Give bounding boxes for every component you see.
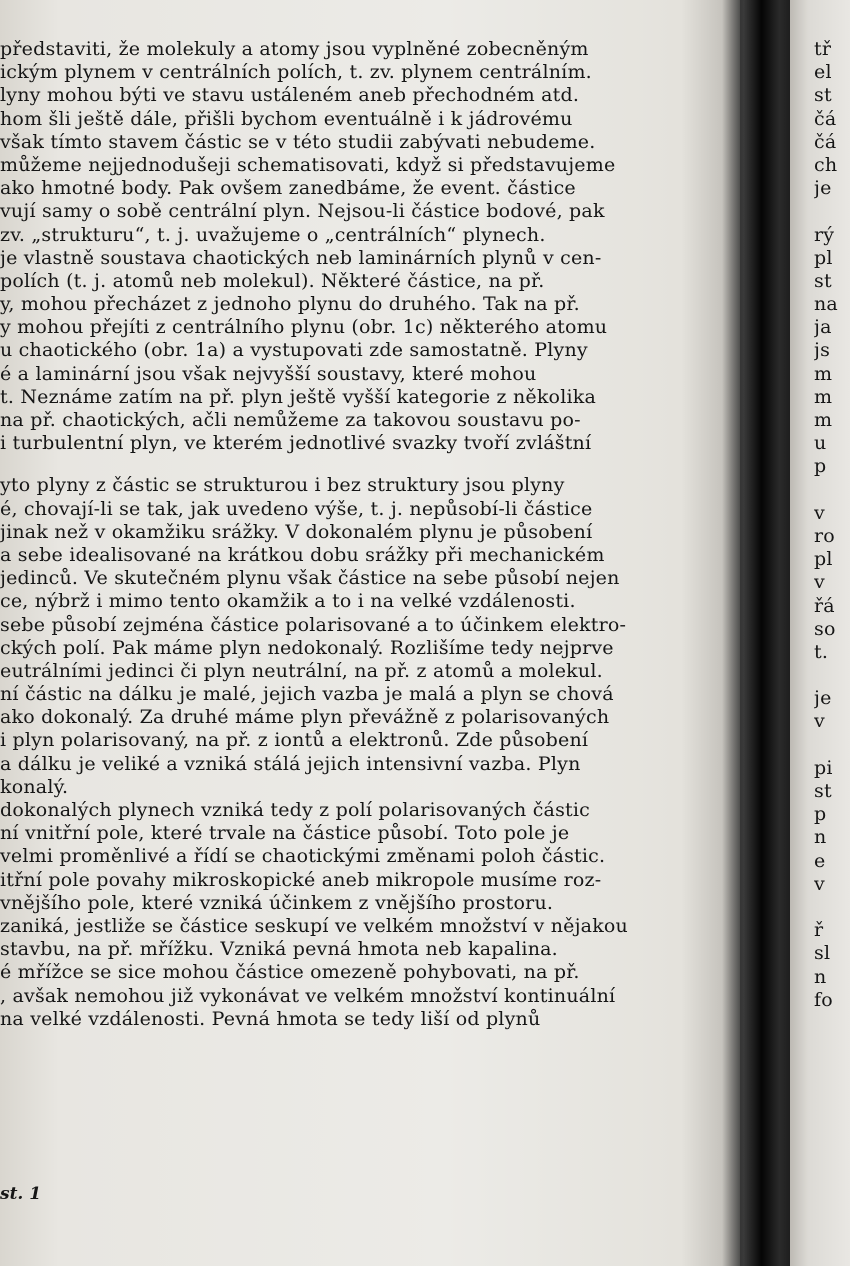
text-line	[814, 664, 850, 687]
text-line: stavbu, na př. mřížku. Vzniká pevná hmota neb kapalina.	[0, 938, 558, 961]
text-line: ckých polí. Pak máme plyn nedokonalý. Rozlišíme tedy nejprve	[0, 636, 614, 659]
text-line: ř	[814, 919, 824, 942]
text-line: pl	[814, 548, 833, 571]
text-line: n	[814, 826, 827, 849]
text-line: st	[814, 84, 832, 107]
text-line: jedinců. Ve skutečném plynu však částice na sebe působí nejen	[0, 567, 620, 590]
text-line: é, chovají-li se tak, jak uvedeno výše, t. j. nepůsobí-li částice	[0, 497, 593, 520]
text-line: čá	[814, 130, 837, 153]
text-line: eutrálními jedinci či plyn neutrální, na př. z atomů a molekul.	[0, 659, 603, 682]
text-line: na př. chaotických, ačli nemůžeme za takovou soustavu po-	[0, 409, 581, 431]
text-line	[814, 734, 850, 757]
text-line: vují samy o sobě centrální plyn. Nejsou-li částice bodové, pak	[0, 200, 605, 223]
right-page	[790, 0, 850, 1266]
text-line: dokonalých plynech vzniká tedy z polí polarisovaných částic	[0, 799, 590, 821]
text-line: y mohou přejíti z centrálního plynu (obr. 1c) některého atomu	[0, 316, 608, 339]
text-line: p	[814, 803, 827, 826]
text-line: el	[814, 61, 832, 84]
text-line	[814, 200, 850, 223]
text-line: é a laminární jsou však nejvyšší soustavy, které mohou	[0, 362, 537, 385]
text-line: ako hmotné body. Pak ovšem zanedbáme, že event. částice	[0, 177, 576, 200]
text-line: t.	[814, 640, 829, 663]
text-line: u	[814, 432, 827, 455]
text-line: pi	[814, 756, 833, 779]
text-line: hom šli ještě dále, přišli bychom eventuálně i k jádrovému	[0, 107, 573, 130]
text-line: řá	[814, 594, 835, 617]
text-line: ch	[814, 153, 838, 176]
text-line	[0, 455, 655, 474]
text-line: lyny mohou býti ve stavu ustáleném aneb přechodném atd.	[0, 84, 580, 107]
text-line: sl	[814, 942, 831, 965]
text-line: n	[814, 965, 827, 988]
text-line: ní vnitřní pole, které trvale na částice působí. Toto pole je	[0, 822, 570, 845]
book-gutter	[722, 0, 794, 1266]
text-line: m	[814, 409, 833, 431]
text-line: zaniká, jestliže se částice seskupí ve velkém množství v nějakou	[0, 914, 628, 937]
text-line: i plyn polarisovaný, na př. z iontů a elektronů. Zde působení	[0, 729, 589, 752]
text-line	[814, 896, 850, 919]
text-line: p	[814, 455, 827, 478]
text-line: na velké vzdálenosti. Pevná hmota se tedy liší od plynů	[0, 1007, 541, 1030]
right-page-text	[814, 38, 850, 1012]
text-line: so	[814, 617, 836, 640]
text-line: ja	[814, 316, 832, 339]
text-line: v	[814, 872, 825, 895]
text-line: u chaotického (obr. 1a) a vystupovati zde samostatně. Plyny	[0, 339, 588, 362]
text-line: zv. „strukturu“, t. j. uvažujeme o „centrálních“ plynech.	[0, 223, 546, 246]
text-line: ce, nýbrž i mimo tento okamžik a to i na velké vzdálenosti.	[0, 590, 576, 613]
text-line: ako dokonalý. Za druhé máme plyn převážně z polarisovaných	[0, 706, 610, 729]
text-line: st	[814, 269, 832, 292]
left-page-text	[0, 38, 655, 1031]
text-line: čá	[814, 107, 837, 130]
text-line: i turbulentní plyn, ve kterém jednotlivé svazky tvoří zvláštní	[0, 432, 592, 455]
text-line: a sebe idealisované na krátkou dobu srážky při mechanickém	[0, 543, 605, 566]
text-line: , avšak nemohou již vykonávat ve velkém množství kontinuální	[0, 984, 616, 1007]
text-line: m	[814, 385, 833, 408]
text-line: vnějšího pole, které vzniká účinkem z vnějšího prostoru.	[0, 891, 554, 914]
page-footer: st. 1	[0, 1184, 42, 1204]
text-line: v	[814, 710, 825, 733]
text-line: t. Neznáme zatím na př. plyn ještě vyšší kategorie z několika	[0, 385, 596, 408]
text-line: konalý.	[0, 775, 69, 798]
text-line: pl	[814, 246, 833, 269]
text-line: polích (t. j. atomů neb molekul). Některé částice, na př.	[0, 269, 545, 292]
text-line: ní částic na dálku je malé, jejich vazba je malá a plyn se chová	[0, 683, 614, 706]
text-line: jinak než v okamžiku srážky. V dokonalém plynu je působení	[0, 520, 593, 543]
text-line: fo	[814, 988, 833, 1011]
text-line: rý	[814, 223, 835, 246]
text-line: v	[814, 571, 825, 594]
text-line: yto plyny z částic se strukturou i bez struktury jsou plyny	[0, 474, 565, 497]
text-line: js	[814, 339, 831, 362]
text-line: m	[814, 362, 833, 385]
text-line: itřní pole povahy mikroskopické aneb mikropole musíme roz-	[0, 868, 602, 891]
text-line: a dálku je veliké a vzniká stálá jejich intensivní vazba. Plyn	[0, 752, 581, 775]
text-line: ro	[814, 524, 835, 547]
text-line: é mřížce se sice mohou částice omezeně pohybovati, na př.	[0, 961, 580, 984]
text-line: velmi proměnlivé a řídí se chaotickými změnami poloh částic.	[0, 845, 606, 868]
text-line: y, mohou přecházet z jednoho plynu do druhého. Tak na př.	[0, 293, 580, 316]
text-line: však tímto stavem částic se v této studii zabývati nebudeme.	[0, 130, 596, 153]
text-line: je vlastně soustava chaotických neb laminárních plynů v cen-	[0, 246, 602, 269]
text-line: ickým plynem v centrálních polích, t. zv. plynem centrálním.	[0, 61, 592, 84]
text-line: můžeme nejjednodušeji schematisovati, když si představujeme	[0, 153, 616, 176]
text-line: je	[814, 177, 832, 200]
text-line: st	[814, 780, 832, 802]
text-line: e	[814, 849, 826, 872]
text-line: je	[814, 687, 832, 710]
text-line: na	[814, 293, 838, 316]
text-line: sebe působí zejména částice polarisované a to účinkem elektro-	[0, 613, 627, 636]
text-line: představiti, že molekuly a atomy jsou vyplněné zobecněným	[0, 38, 589, 60]
text-line	[814, 479, 850, 502]
text-line: v	[814, 501, 825, 524]
text-line: tř	[814, 38, 832, 60]
